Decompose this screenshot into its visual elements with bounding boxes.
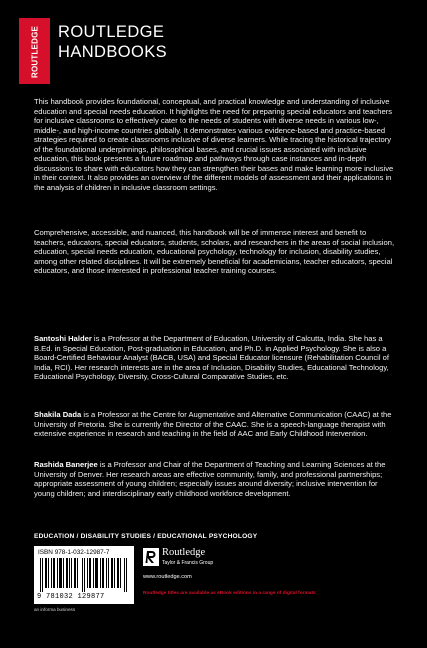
- editor-bio-1: [34, 334, 398, 382]
- description-paragraph-1: This handbook provides foundational, conceptual, and practical knowledge and understanding of inclusive education and special needs education. It highlights the need for preparing special educators and teachers for inclusive classrooms to effectively cater to the needs of students with diverse needs in various low-, middle-, and high-income countries globally. It demonstrates various evidence-based and practice-based strategies required to create classrooms inclusive of diverse learners. While tracing the historical trajectory of the foundational underpinnings, philosophical bases, and crucial issues associated with inclusive education, this book presents a future roadmap and pathways through case instances and in-depth discussions to share with educators how they can strengthen their bases and make learning more inclusive in their context. It also provides an overview of the different models of assessment and their applications in the analysis of children in inclusive classroom settings.: [34, 97, 394, 192]
- series-title-line2: HANDBOOKS: [58, 43, 168, 61]
- barcode-digits: 9 781032 129877: [37, 593, 105, 601]
- routledge-r-icon: [143, 548, 159, 566]
- editor-bio-text-2: is a Professor at the Centre for Augmentative and Alternative Communication (CAAC) at the University of Pretoria. She is currently the Director of the CAAC. She is a speech-language therapist with extensive experience in research and teaching in the field of AAC and Early Childhood Intervention.: [34, 410, 392, 438]
- series-title: [58, 22, 258, 62]
- editor-name-1: Santoshi Halder: [34, 334, 92, 343]
- isbn-label: ISBN 978-1-032-12987-7: [38, 549, 110, 556]
- routledge-vertical-logo: ROUTLEDGE: [30, 25, 40, 79]
- barcode-icon: [40, 558, 128, 592]
- barcode-panel: [34, 546, 134, 604]
- publisher-name: Routledge: [162, 547, 206, 558]
- series-title-line1: ROUTLEDGE: [58, 23, 165, 41]
- editor-bio-text-3: is a Professor and Chair of the Department of Teaching and Learning Sciences at the University of Denver. Her research areas are effective community, family, and professional partnerships; appropriate assessment of young children; especially issues around diversity; inclusive intervention for young children; and interdisciplinary early childhood workforce development.: [34, 460, 386, 498]
- ebook-note: Routledge titles are available as eBook editions in a range of digital formats: [143, 591, 316, 596]
- editor-bio-2: [34, 410, 398, 439]
- publisher-group: Taylor & Francis Group: [162, 560, 214, 566]
- editor-name-3: Rashida Banerjee: [34, 460, 98, 469]
- subject-categories: EDUCATION / DISABILITY STUDIES / EDUCATIONAL PSYCHOLOGY: [34, 533, 258, 540]
- informa-note: an informa business: [34, 607, 76, 612]
- description-paragraph-2: Comprehensive, accessible, and nuanced, this handbook will be of immense interest and benefit to teachers, educators, special educators, students, scholars, and researchers in the areas of social inclusion, education, special needs education, educational psychology, technology for inclusion, disability studies, among other related disciplines. It will be extremely beneficial for academicians, teacher educators, special educators, and those interested in professional teacher training courses.: [34, 228, 395, 275]
- editor-bio-3: [34, 460, 398, 498]
- editor-bio-text-1: is a Professor at the Department of Education, University of Calcutta, India. She has a B.Ed. in Special Education, Post-graduation in Education, and Ph.D. in Applied Psychology. She is also a Board-Certified Behaviour Analyst (BACB, USA) and Special Educator licensure (Rehabilitation Council of India, RCI). Her research interests are in the area of Inclusion, Disability Studies, Educational Technology, Educational Psychology, Diversity, Cross-Cultural Comparative Studies, etc.: [34, 334, 389, 381]
- publisher-url[interactable]: www.routledge.com: [143, 574, 192, 580]
- editor-name-2: Shakila Dada: [34, 410, 82, 419]
